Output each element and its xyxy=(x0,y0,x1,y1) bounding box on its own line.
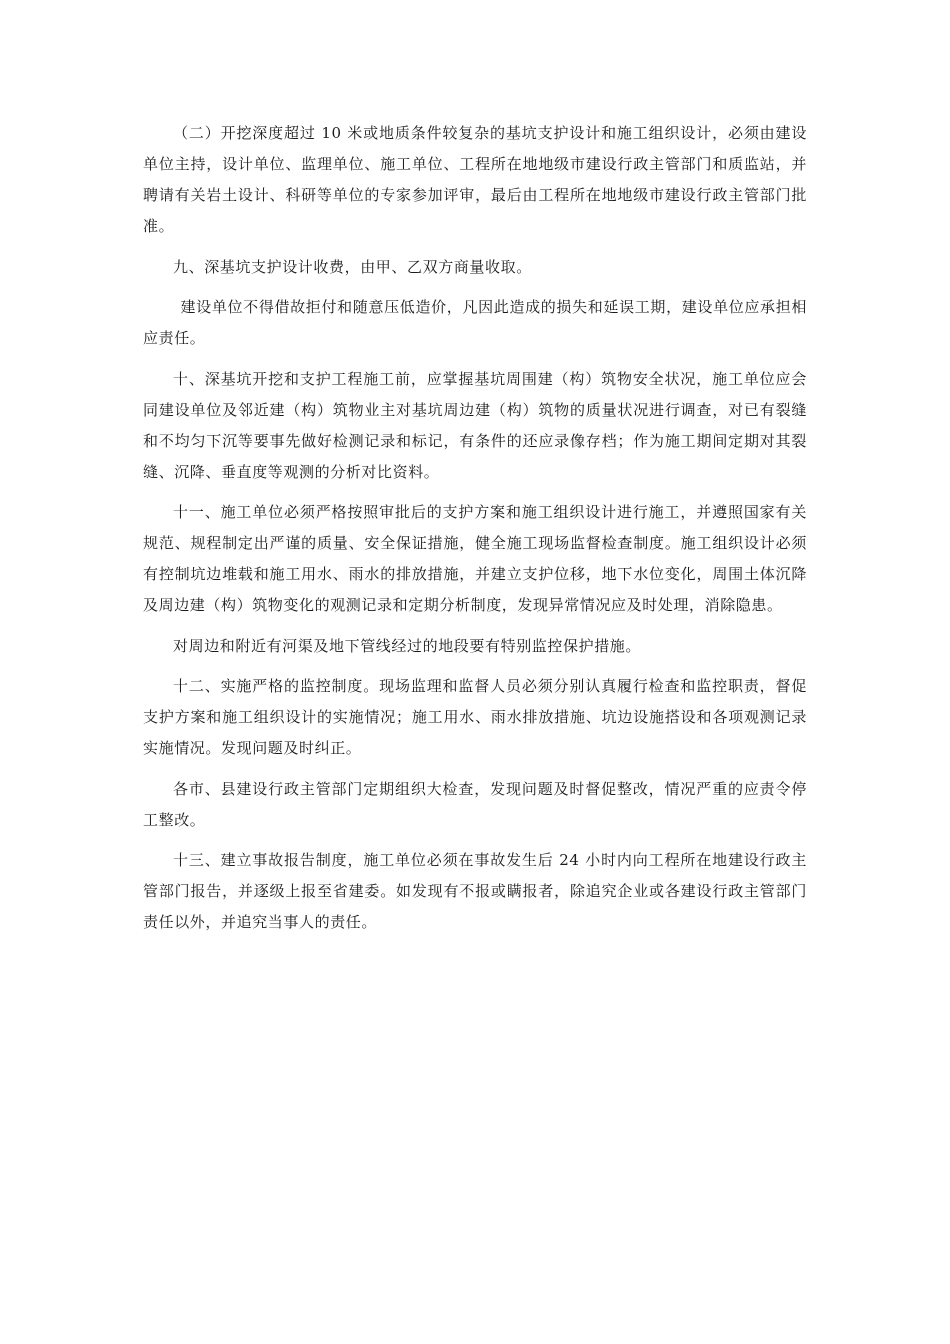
paragraph-construction-unit-liability: 建设单位不得借故拒付和随意压低造价，凡因此造成的损失和延误工期，建设单位应承担相应责任。 xyxy=(143,298,807,347)
paragraph-item-13-accident-reporting: 十三、建立事故报告制度，施工单位必须在事故发生后 24 小时内向工程所在地建设行政主管部门报告，并逐级上报至省建委。如发现有不报或瞒报者，除追究企业或各建设行政主管部门责任以外，并追究当事人的责任。 xyxy=(143,851,807,931)
paragraph-item-11-construction-requirements: 十一、施工单位必须严格按照审批后的支护方案和施工组织设计进行施工，并遵照国家有关规范、规程制定出严谨的质量、安全保证措施，健全施工现场监督检查制度。施工组织设计必须有控制坑边堆载和施工用水、雨水的排放措施，并建立支护位移，地下水位变化，周围土体沉降及周边建（构）筑物变化的观测记录和定期分析制度，发现异常情况应及时处理，消除隐患。 xyxy=(143,503,807,614)
document-body xyxy=(143,118,807,948)
paragraph-item-10-pre-construction-survey: 十、深基坑开挖和支护工程施工前，应掌握基坑周围建（构）筑物安全状况，施工单位应会同建设单位及邻近建（构）筑物业主对基坑周边建（构）筑物的质量状况进行调查，对已有裂缝和不均匀下沉等要事先做好检测记录和标记，有条件的还应录像存档；作为施工期间定期对其裂缝、沉降、垂直度等观测的分析对比资料。 xyxy=(143,369,807,481)
paragraph-excavation-depth-review: （二）开挖深度超过 10 米或地质条件较复杂的基坑支护设计和施工组织设计，必须由建设单位主持，设计单位、监理单位、施工单位、工程所在地地级市建设行政主管部门和质监站，并聘请有关岩土设计、科研等单位的专家参加评审，最后由工程所在地地级市建设行政主管部门批准。 xyxy=(143,124,807,235)
paragraph-river-pipeline-monitoring: 对周边和附近有河渠及地下管线经过的地段要有特别监控保护措施。 xyxy=(173,636,642,655)
paragraph-item-12-monitoring-system: 十二、实施严格的监控制度。现场监理和监督人员必须分别认真履行检查和监控职责，督促支护方案和施工组织设计的实施情况；施工用水、雨水排放措施、坑边设施搭设和各项观测记录实施情况。发现问题及时纠正。 xyxy=(143,677,807,757)
paragraph-item-9-design-fee: 九、深基坑支护设计收费，由甲、乙双方商量收取。 xyxy=(173,257,532,276)
paragraph-inspection-rectification: 各市、县建设行政主管部门定期组织大检查，发现问题及时督促整改，情况严重的应责令停工整改。 xyxy=(143,779,807,829)
